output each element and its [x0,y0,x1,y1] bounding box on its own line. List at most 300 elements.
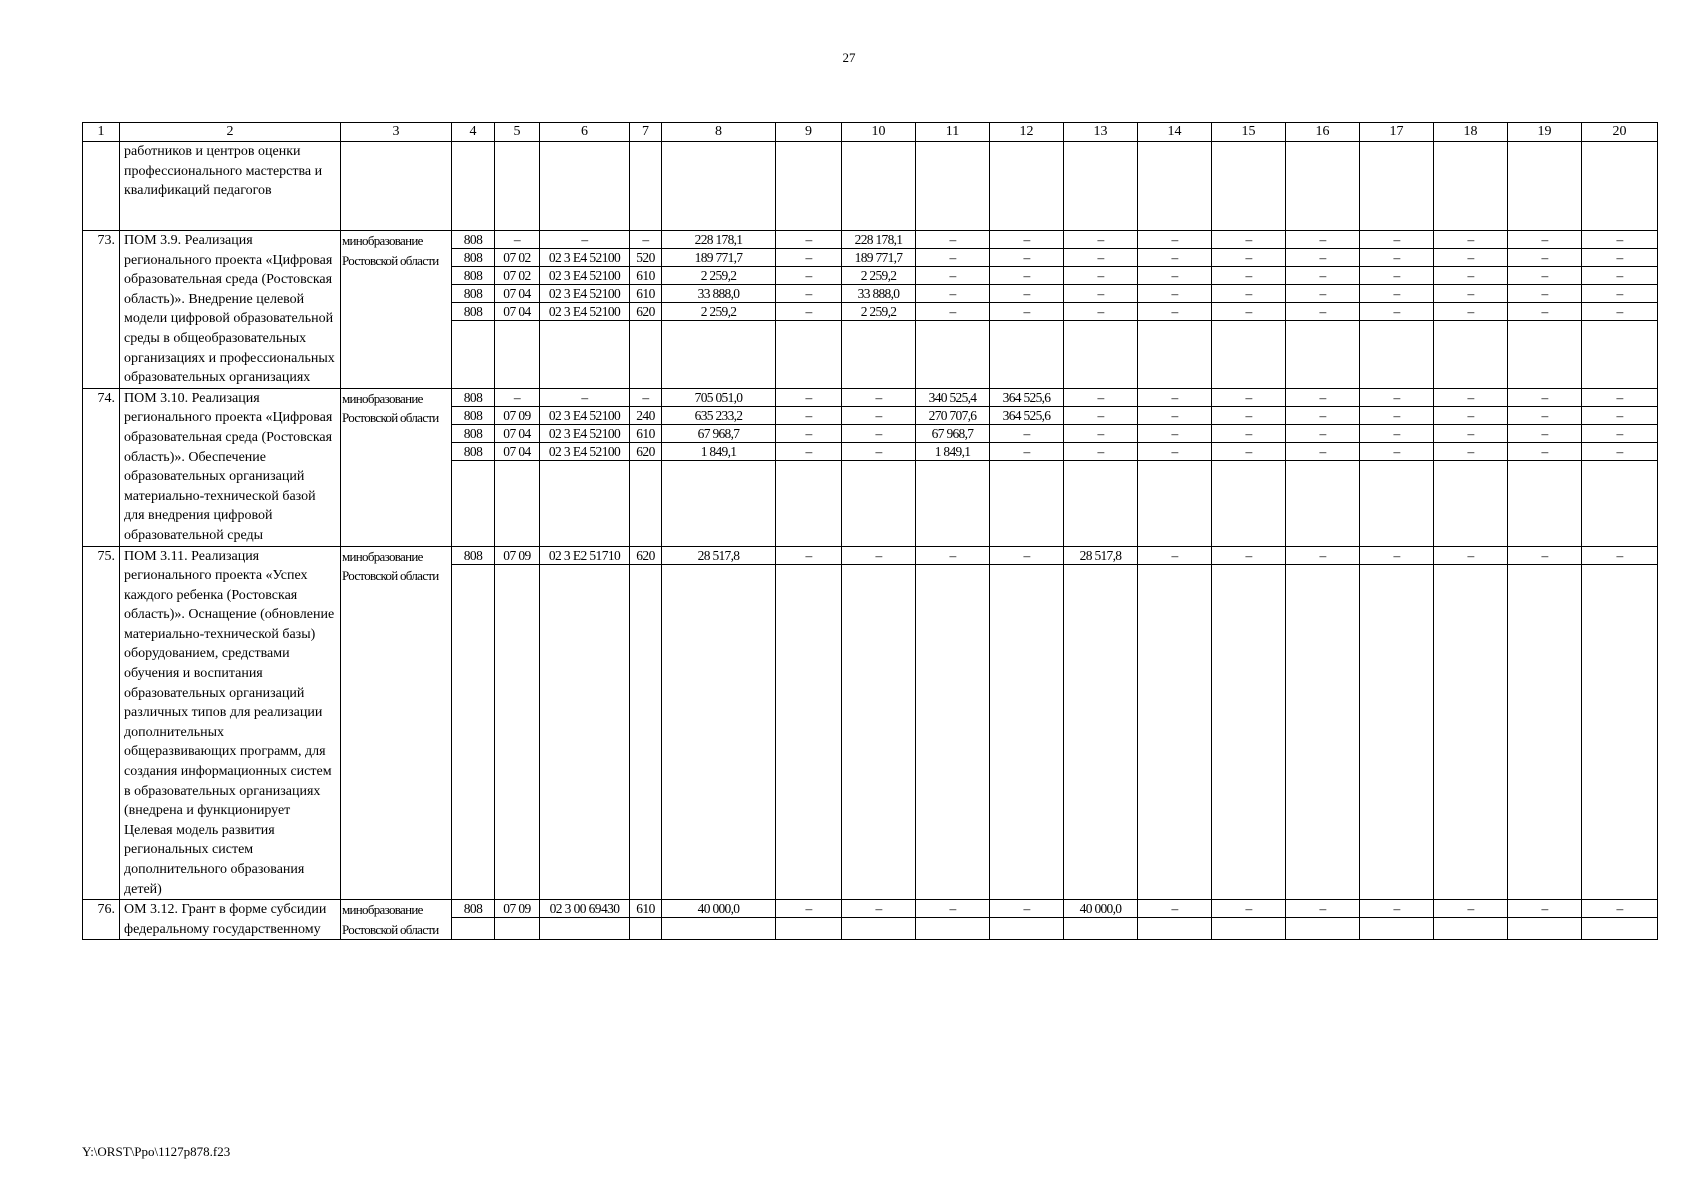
row-number-cell [83,142,120,231]
activity-title-cell: ОМ 3.12. Грант в форме субсидии федеральному государственному [120,900,341,940]
amount-cell: – [776,249,842,267]
empty-cell [495,321,540,389]
empty-cell [1212,321,1286,389]
amount-cell: – [1064,267,1138,285]
empty-cell [495,918,540,940]
amount-cell: – [776,900,842,918]
amount-cell: – [1434,249,1508,267]
empty-cell [1582,142,1658,231]
budget-table [82,122,1658,940]
empty-cell [662,564,776,900]
column-number-cell: 12 [990,123,1064,142]
amount-cell: – [990,249,1064,267]
empty-cell [452,460,495,546]
amount-cell: – [1064,303,1138,321]
activity-title-cell: ПОМ 3.11. Реализация регионального проекта «Успех каждого ребенка (Ростовская область)». Оснащение (обновление материально-технической базы) оборудованием, средствами обучения и воспитания образовательных организаций различных типов для реализации дополнительных общеразвивающих программ, для создания информационных систем в образовательных организациях (внедрена и функционирует Целевая модель развития региональных систем дополнительного образования детей) [120,546,341,900]
empty-cell [452,321,495,389]
empty-cell [916,460,990,546]
amount-cell: – [1212,406,1286,424]
empty-cell [990,321,1064,389]
amount-cell: – [1508,267,1582,285]
amount-cell: – [1138,442,1212,460]
empty-cell [1434,142,1508,231]
amount-cell: 2 259,2 [842,267,916,285]
amount-cell: – [916,303,990,321]
amount-cell: – [1286,406,1360,424]
amount-cell: – [916,285,990,303]
amount-cell: – [1360,442,1434,460]
column-number-cell: 16 [1286,123,1360,142]
amount-cell: 2 259,2 [662,303,776,321]
budget-code-cell: 808 [452,285,495,303]
amount-cell: 28 517,8 [1064,546,1138,564]
budget-code-cell: – [495,231,540,249]
column-number-cell: 10 [842,123,916,142]
amount-cell: – [1360,303,1434,321]
budget-code-cell: 02 3 E4 52100 [540,406,630,424]
empty-cell [1360,321,1434,389]
empty-cell [1508,460,1582,546]
amount-cell: – [990,546,1064,564]
amount-cell: 67 968,7 [662,424,776,442]
amount-cell: – [1064,285,1138,303]
amount-cell: 33 888,0 [842,285,916,303]
column-number-cell: 9 [776,123,842,142]
empty-cell [1508,321,1582,389]
empty-cell [776,460,842,546]
budget-code-cell: 620 [630,442,662,460]
amount-cell: 228 178,1 [662,231,776,249]
budget-code-cell: 808 [452,900,495,918]
empty-cell [842,142,916,231]
table-row [83,231,1658,249]
empty-cell [1064,918,1138,940]
amount-cell: – [1138,406,1212,424]
amount-cell: – [1582,231,1658,249]
amount-cell: – [1138,546,1212,564]
amount-cell: – [1138,388,1212,406]
amount-cell: – [1064,442,1138,460]
amount-cell: – [1582,546,1658,564]
amount-cell: – [1434,388,1508,406]
budget-code-cell: 808 [452,303,495,321]
activity-title-cell: ПОМ 3.10. Реализация регионального проекта «Цифровая образовательная среда (Ростовская область)». Обеспечение образовательных организаций материально-технической базой для внедрения цифровой образовательной среды [120,388,341,546]
amount-cell: – [1138,267,1212,285]
empty-cell [916,564,990,900]
amount-cell: – [1212,249,1286,267]
column-number-cell: 15 [1212,123,1286,142]
row-number-cell: 73. [83,231,120,389]
amount-cell: – [1582,267,1658,285]
amount-cell: – [776,231,842,249]
amount-cell: – [1360,546,1434,564]
column-number-cell: 14 [1138,123,1212,142]
amount-cell: 635 233,2 [662,406,776,424]
amount-cell: – [916,900,990,918]
empty-cell [630,564,662,900]
empty-cell [1582,321,1658,389]
empty-cell [776,142,842,231]
amount-cell: – [1286,546,1360,564]
empty-cell [1212,460,1286,546]
row-number-cell: 75. [83,546,120,900]
empty-cell [1138,564,1212,900]
amount-cell: – [916,546,990,564]
empty-cell [1434,460,1508,546]
amount-cell: 340 525,4 [916,388,990,406]
amount-cell: 2 259,2 [662,267,776,285]
amount-cell: – [1286,285,1360,303]
empty-cell [916,321,990,389]
column-number-cell: 7 [630,123,662,142]
budget-code-cell: 620 [630,546,662,564]
budget-code-cell: 808 [452,406,495,424]
empty-cell [990,460,1064,546]
empty-cell [1582,918,1658,940]
budget-code-cell: 02 3 E4 52100 [540,442,630,460]
amount-cell: – [990,267,1064,285]
budget-code-cell: 07 04 [495,442,540,460]
amount-cell: – [776,442,842,460]
amount-cell: – [1064,231,1138,249]
amount-cell: – [1434,424,1508,442]
budget-code-cell: – [540,231,630,249]
empty-cell [1138,460,1212,546]
table-row [83,388,1658,406]
amount-cell: – [1582,388,1658,406]
amount-cell: – [1212,900,1286,918]
amount-cell: – [990,303,1064,321]
amount-cell: – [1286,900,1360,918]
amount-cell: – [990,442,1064,460]
empty-cell [1434,321,1508,389]
executor-cell: минобразование Ростовской области [341,546,452,900]
executor-cell: минобразование Ростовской области [341,388,452,546]
empty-cell [540,918,630,940]
amount-cell: – [1064,424,1138,442]
row-number-cell: 76. [83,900,120,940]
activity-title-cell: ПОМ 3.9. Реализация регионального проекта «Цифровая образовательная среда (Ростовская область)». Внедрение целевой модели цифровой образовательной среды в общеобразовательных организациях и профессиональных образовательных организациях [120,231,341,389]
amount-cell: 705 051,0 [662,388,776,406]
amount-cell: 270 707,6 [916,406,990,424]
budget-code-cell: 07 02 [495,249,540,267]
empty-cell [630,460,662,546]
budget-code-cell: 02 3 E4 52100 [540,303,630,321]
empty-cell [1434,564,1508,900]
amount-cell: – [1434,303,1508,321]
amount-cell: – [1434,442,1508,460]
amount-cell: – [1286,424,1360,442]
empty-cell [1360,918,1434,940]
empty-cell [990,564,1064,900]
budget-code-cell: 07 02 [495,267,540,285]
amount-cell: – [990,900,1064,918]
continuation-row [83,142,1658,231]
amount-cell: 40 000,0 [1064,900,1138,918]
column-number-cell: 13 [1064,123,1138,142]
amount-cell: – [1286,249,1360,267]
budget-code-cell: 610 [630,267,662,285]
column-number-cell: 18 [1434,123,1508,142]
amount-cell: – [1508,249,1582,267]
column-number-row [83,123,1658,142]
amount-cell: – [916,249,990,267]
page-number: 27 [842,50,856,65]
amount-cell: – [1212,546,1286,564]
amount-cell: – [1360,424,1434,442]
amount-cell: – [990,424,1064,442]
empty-cell [1582,460,1658,546]
amount-cell: 40 000,0 [662,900,776,918]
column-number-cell: 2 [120,123,341,142]
empty-cell [1212,564,1286,900]
amount-cell: – [1360,285,1434,303]
empty-cell [630,321,662,389]
empty-cell [452,564,495,900]
amount-cell: 364 525,6 [990,406,1064,424]
budget-code-cell: 520 [630,249,662,267]
column-number-cell: 17 [1360,123,1434,142]
budget-code-cell: – [495,388,540,406]
amount-cell: – [1212,285,1286,303]
amount-cell: – [1138,900,1212,918]
empty-cell [842,321,916,389]
amount-cell: – [1360,388,1434,406]
amount-cell: – [1434,546,1508,564]
budget-code-cell: 808 [452,546,495,564]
amount-cell: 189 771,7 [662,249,776,267]
amount-cell: – [1508,900,1582,918]
budget-code-cell: 07 09 [495,406,540,424]
empty-cell [1360,564,1434,900]
empty-cell [630,142,662,231]
empty-cell [1286,564,1360,900]
amount-cell: – [1212,388,1286,406]
empty-cell [1508,564,1582,900]
amount-cell: 33 888,0 [662,285,776,303]
amount-cell: – [1286,231,1360,249]
empty-cell [540,564,630,900]
empty-cell [1286,321,1360,389]
empty-cell [1360,142,1434,231]
empty-cell [662,460,776,546]
empty-cell [540,321,630,389]
amount-cell: 28 517,8 [662,546,776,564]
amount-cell: – [1138,424,1212,442]
budget-code-cell: 808 [452,424,495,442]
table-row [83,900,1658,918]
amount-cell: – [1360,231,1434,249]
empty-cell [495,564,540,900]
budget-code-cell: – [630,388,662,406]
empty-cell [630,918,662,940]
column-number-cell: 3 [341,123,452,142]
budget-code-cell: 02 3 E4 52100 [540,249,630,267]
amount-cell: – [842,442,916,460]
budget-code-cell: 07 09 [495,900,540,918]
column-number-cell: 1 [83,123,120,142]
amount-cell: – [1360,900,1434,918]
empty-cell [1212,142,1286,231]
budget-code-cell: 808 [452,231,495,249]
amount-cell: – [1360,249,1434,267]
amount-cell: – [842,388,916,406]
amount-cell: – [842,546,916,564]
amount-cell: – [990,285,1064,303]
amount-cell: – [1434,267,1508,285]
amount-cell: – [1064,406,1138,424]
empty-cell [916,142,990,231]
amount-cell: – [1582,285,1658,303]
budget-code-cell: 610 [630,285,662,303]
column-number-cell: 6 [540,123,630,142]
empty-cell [1286,142,1360,231]
amount-cell: – [1138,231,1212,249]
column-number-cell: 19 [1508,123,1582,142]
empty-cell [842,460,916,546]
amount-cell: – [1064,388,1138,406]
amount-cell: – [1508,231,1582,249]
empty-cell [916,918,990,940]
amount-cell: – [842,424,916,442]
budget-code-cell: – [540,388,630,406]
column-number-cell: 8 [662,123,776,142]
empty-cell [1138,142,1212,231]
empty-cell [1064,564,1138,900]
amount-cell: 1 849,1 [916,442,990,460]
budget-code-cell: 808 [452,442,495,460]
amount-cell: – [1212,424,1286,442]
amount-cell: – [1582,900,1658,918]
amount-cell: – [776,406,842,424]
amount-cell: – [1582,249,1658,267]
amount-cell: – [1582,442,1658,460]
column-number-cell: 5 [495,123,540,142]
amount-cell: – [1138,285,1212,303]
empty-cell [540,460,630,546]
empty-cell [1064,321,1138,389]
empty-cell [452,142,495,231]
empty-cell [776,321,842,389]
amount-cell: – [1212,231,1286,249]
amount-cell: – [1138,249,1212,267]
budget-code-cell: 02 3 E4 52100 [540,424,630,442]
amount-cell: – [1508,546,1582,564]
empty-cell [540,142,630,231]
amount-cell: – [1508,424,1582,442]
empty-cell [1508,918,1582,940]
budget-code-cell: 07 09 [495,546,540,564]
amount-cell: – [1212,442,1286,460]
budget-code-cell: 02 3 E4 52100 [540,285,630,303]
empty-cell [990,142,1064,231]
amount-cell: – [776,424,842,442]
executor-cell: минобразование Ростовской области [341,231,452,389]
budget-code-cell: 07 04 [495,424,540,442]
amount-cell: – [990,231,1064,249]
amount-cell: – [1508,442,1582,460]
empty-cell [842,918,916,940]
empty-cell [1286,460,1360,546]
amount-cell: – [1508,285,1582,303]
empty-cell [495,460,540,546]
amount-cell: – [776,546,842,564]
empty-cell [842,564,916,900]
amount-cell: – [1508,388,1582,406]
amount-cell: – [1360,406,1434,424]
amount-cell: – [1360,267,1434,285]
amount-cell: – [1582,424,1658,442]
budget-code-cell: 02 3 E2 51710 [540,546,630,564]
amount-cell: – [776,388,842,406]
column-number-cell: 4 [452,123,495,142]
amount-cell: 1 849,1 [662,442,776,460]
empty-cell [776,918,842,940]
amount-cell: – [776,303,842,321]
amount-cell: – [1434,285,1508,303]
budget-code-cell: 610 [630,424,662,442]
amount-cell: – [916,267,990,285]
amount-cell: – [1064,249,1138,267]
budget-code-cell: 620 [630,303,662,321]
empty-cell [1064,460,1138,546]
amount-cell: – [1508,406,1582,424]
empty-cell [990,918,1064,940]
amount-cell: – [1582,303,1658,321]
empty-cell [1582,564,1658,900]
amount-cell: – [1286,303,1360,321]
budget-code-cell: 07 04 [495,285,540,303]
budget-code-cell: 610 [630,900,662,918]
table-row [83,546,1658,564]
empty-cell [776,564,842,900]
empty-cell [662,142,776,231]
amount-cell: – [842,406,916,424]
budget-code-cell: 808 [452,249,495,267]
amount-cell: – [1582,406,1658,424]
budget-code-cell: 02 3 00 69430 [540,900,630,918]
amount-cell: – [1508,303,1582,321]
amount-cell: – [1286,388,1360,406]
empty-cell [1434,918,1508,940]
row-number-cell: 74. [83,388,120,546]
amount-cell: – [1286,442,1360,460]
empty-cell [495,142,540,231]
executor-cell: минобразование Ростовской области [341,900,452,940]
budget-code-cell: 02 3 E4 52100 [540,267,630,285]
budget-code-cell: 240 [630,406,662,424]
empty-cell [1138,918,1212,940]
amount-cell: 364 525,6 [990,388,1064,406]
empty-cell [1138,321,1212,389]
amount-cell: 228 178,1 [842,231,916,249]
amount-cell: – [1138,303,1212,321]
amount-cell: – [1434,406,1508,424]
amount-cell: – [842,900,916,918]
amount-cell: 189 771,7 [842,249,916,267]
empty-cell [662,918,776,940]
empty-cell [452,918,495,940]
empty-cell [1064,142,1138,231]
amount-cell: – [1434,900,1508,918]
activity-title-cell: работников и центров оценки профессионального мастерства и квалификаций педагогов [120,142,341,231]
amount-cell: 2 259,2 [842,303,916,321]
amount-cell: – [1212,267,1286,285]
amount-cell: – [776,285,842,303]
amount-cell: – [776,267,842,285]
budget-code-cell: – [630,231,662,249]
column-number-cell: 11 [916,123,990,142]
